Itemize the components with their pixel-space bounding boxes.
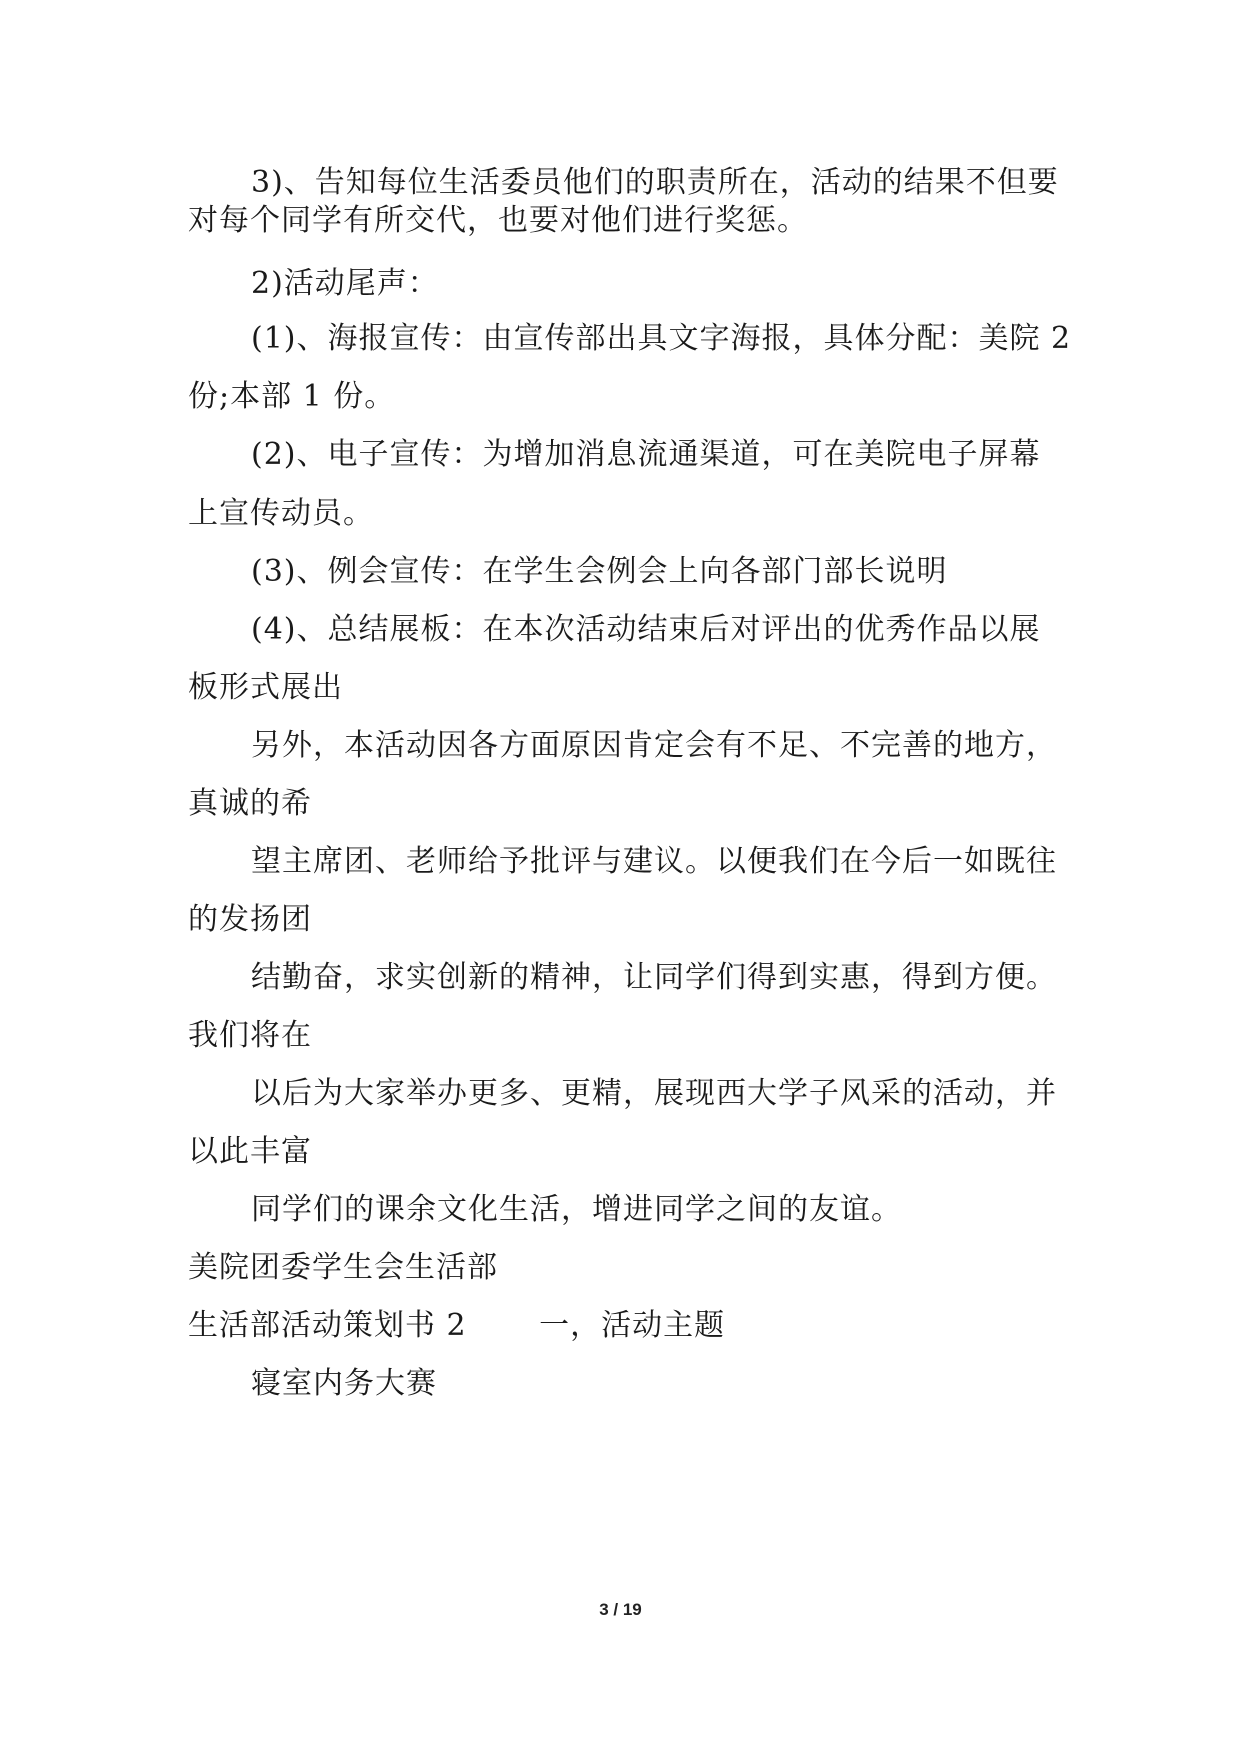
- paragraph-line: (3)、例会宣传：在学生会例会上向各部门部长说明: [251, 554, 948, 589]
- paragraph-line: 我们将在: [188, 1018, 312, 1053]
- paragraph-line: 板形式展出: [188, 670, 343, 705]
- paragraph-line: 结勤奋，求实创新的精神，让同学们得到实惠，得到方便。: [251, 960, 1057, 995]
- signature-line: 美院团委学生会生活部: [188, 1250, 498, 1285]
- paragraph-line: 寝室内务大赛: [251, 1366, 437, 1401]
- paragraph-line: (1)、海报宣传：由宣传部出具文字海报，具体分配：美院 2: [251, 321, 1072, 356]
- paragraph-line: 以此丰富: [188, 1134, 312, 1169]
- paragraph-line: 望主席团、老师给予批评与建议。以便我们在今后一如既往: [251, 844, 1057, 879]
- paragraph-line: 对每个同学有所交代，也要对他们进行奖惩。: [188, 203, 808, 238]
- paragraph-line: 另外，本活动因各方面原因肯定会有不足、不完善的地方，: [251, 728, 1057, 763]
- paragraph-line: 3)、告知每位生活委员他们的职责所在，活动的结果不但要: [251, 165, 1059, 200]
- paragraph-line: 以后为大家举办更多、更精，展现西大学子风采的活动，并: [251, 1076, 1057, 1111]
- paragraph-line: (4)、总结展板：在本次活动结束后对评出的优秀作品以展: [251, 612, 1041, 647]
- paragraph-line: 真诚的希: [188, 786, 312, 821]
- page-number: 3 / 19: [599, 1600, 642, 1619]
- section-heading: 生活部活动策划书 2 一，活动主题: [188, 1308, 726, 1343]
- paragraph-line: 上宣传动员。: [188, 496, 374, 531]
- paragraph-line: 2)活动尾声：: [251, 266, 439, 301]
- paragraph-line: 份;本部 1 份。: [188, 379, 396, 414]
- paragraph-line: 同学们的课余文化生活，增进同学之间的友谊。: [251, 1192, 902, 1227]
- paragraph-line: (2)、电子宣传：为增加消息流通渠道，可在美院电子屏幕: [251, 437, 1041, 472]
- paragraph-line: 的发扬团: [188, 902, 312, 937]
